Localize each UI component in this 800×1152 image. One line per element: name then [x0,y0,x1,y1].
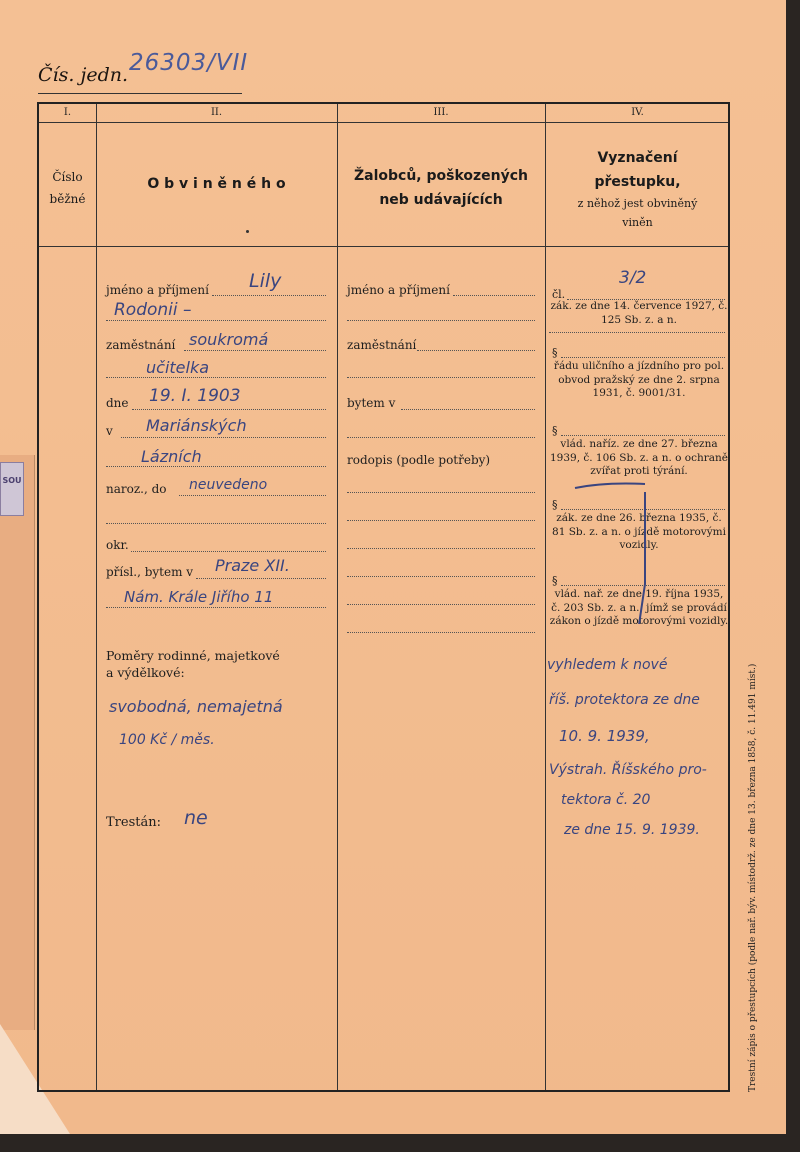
dotted-line [453,295,535,296]
header-dot [246,230,249,233]
dotted-line [196,578,326,579]
reference-number [38,50,249,86]
offence-article-value: 3/2 [619,268,647,288]
plaintiff-genealogy-label: rodopis (podle potřeby) [347,453,491,467]
law-1939: vlád. naříz. ze dne 27. března 1939, č. 106 Sb. z. a n. o ochraně zvířat proti týrání. [549,438,729,477]
dotted-line [347,632,535,633]
plaintiff-address-label: bytem v [347,396,396,410]
law-1927: zák. ze dne 14. července 1927, č. 125 Sb. z. a n. [550,300,728,326]
dotted-line [347,377,535,378]
dotted-line [106,320,326,321]
accused-okr-label: okr. [106,538,129,552]
dotted-line [106,377,326,378]
offence-article-label: čl. [552,288,566,301]
accused-district-label: naroz., do [106,482,167,496]
accused-residence-address: Nám. Krále Jiřího 11 [124,588,274,606]
accused-circumstances-2: 100 Kč / měs. [119,732,215,748]
roman-row-rule [39,122,728,123]
law-1935-a: zák. ze dne 26. března 1935, č. 81 Sb. z. a n. o jízdě motorovými vozidly. [552,512,726,551]
dotted-line [184,350,326,351]
accused-occupation-label: zaměstnání [106,338,176,352]
dotted-line [347,437,535,438]
reference-value: 26303/VII [129,50,249,76]
reference-rule [38,93,242,94]
dotted-line [347,604,535,605]
dotted-line [179,495,326,496]
dotted-line [106,607,326,608]
offence-note-3: 10. 9. 1939, [559,727,650,745]
accused-first-name: Lily [249,270,282,292]
plaintiff-occupation-label: zaměstnání [347,338,417,352]
dotted-line [347,520,535,521]
column-divider [337,104,338,1090]
accused-birth-place-2: Lázních [141,447,202,466]
section-mark-2: § [552,424,558,437]
accused-occupation-2: učitelka [146,358,210,377]
accused-place-label: v [106,424,113,438]
accused-record-value: ne [184,807,208,829]
col-number-2: II. [210,107,223,118]
dotted-line [401,409,535,410]
archive-stamp: SOU [0,462,24,516]
accused-birth-date: 19. I. 1903 [149,386,241,406]
dotted-line [347,548,535,549]
column-divider [96,104,97,1090]
offence-note-6: ze dne 15. 9. 1939. [564,822,700,838]
accused-date-label: dne [106,396,129,410]
accused-surname: Rodonii – [114,300,192,320]
side-form-note: Trestní zápis o přestupcích (podle nař. býv. místodrž. ze dne 13. března 1858, č. 11.491 míst.) [748,663,758,1092]
accused-district-value: neuvedeno [189,477,268,493]
accused-name-label: jméno a příjmení [106,283,209,297]
accused-occupation-1: soukromá [189,330,269,349]
dotted-line [131,551,326,552]
dotted-line [132,409,326,410]
law-1935-b: vlád. nař. ze dne 19. října 1935, č. 203 Sb. z. a n., jímž se provádí zákon o jízdě motorovými vozidly. [549,588,729,627]
accused-circumstances-1: svobodná, nemajetná [109,697,283,716]
dotted-line [212,295,326,296]
accused-residence-city: Praze XII. [215,556,290,575]
dotted-line [347,492,535,493]
dotted-line [106,523,326,524]
header-obvineneho: O b v i n ě n é h o [147,176,286,192]
offence-note-2: říš. protektora ze dne [549,692,700,708]
accused-birth-place-1: Mariánských [146,416,247,435]
offence-note-1: vyhledem k nové [547,657,668,673]
accused-circumstances-label: Poměry rodinné, majetkové a výdělkové: [106,648,280,680]
section-mark-3: § [552,498,558,511]
col-number-1: I. [63,107,72,118]
header-vyznaceni: Vyznačení přestupku, z něhož jest obviněný viněn [577,150,698,229]
section-mark-1: § [552,346,558,359]
accused-record-label: Trestán: [106,815,161,830]
offence-note-5: tektora č. 20 [561,792,651,808]
header-zalobcu: Žalobců, poškozených neb udávajících [353,168,529,208]
dotted-line [106,466,326,467]
reference-label: Čís. jedn. [38,64,129,86]
dotted-line [121,437,326,438]
col-number-4: IV. [631,107,644,118]
law-1931: řádu uličního a jízdního pro pol. obvod pražský ze dne 2. srpna 1931, č. 9001/31. [553,360,725,399]
accused-residence-label: přísl., bytem v [106,565,194,579]
dotted-line [417,350,535,351]
dotted-line [347,320,535,321]
handwritten-strokes [545,244,730,624]
margin-stain [0,455,35,1030]
record-table [37,102,730,1092]
section-mark-4: § [552,574,558,587]
offence-note-4: Výstrah. Říšského pro- [549,762,707,778]
header-cislo: Číslo běžné [49,170,86,206]
col-number-3: III. [433,107,449,118]
plaintiff-name-label: jméno a příjmení [347,283,450,297]
dotted-line [347,576,535,577]
